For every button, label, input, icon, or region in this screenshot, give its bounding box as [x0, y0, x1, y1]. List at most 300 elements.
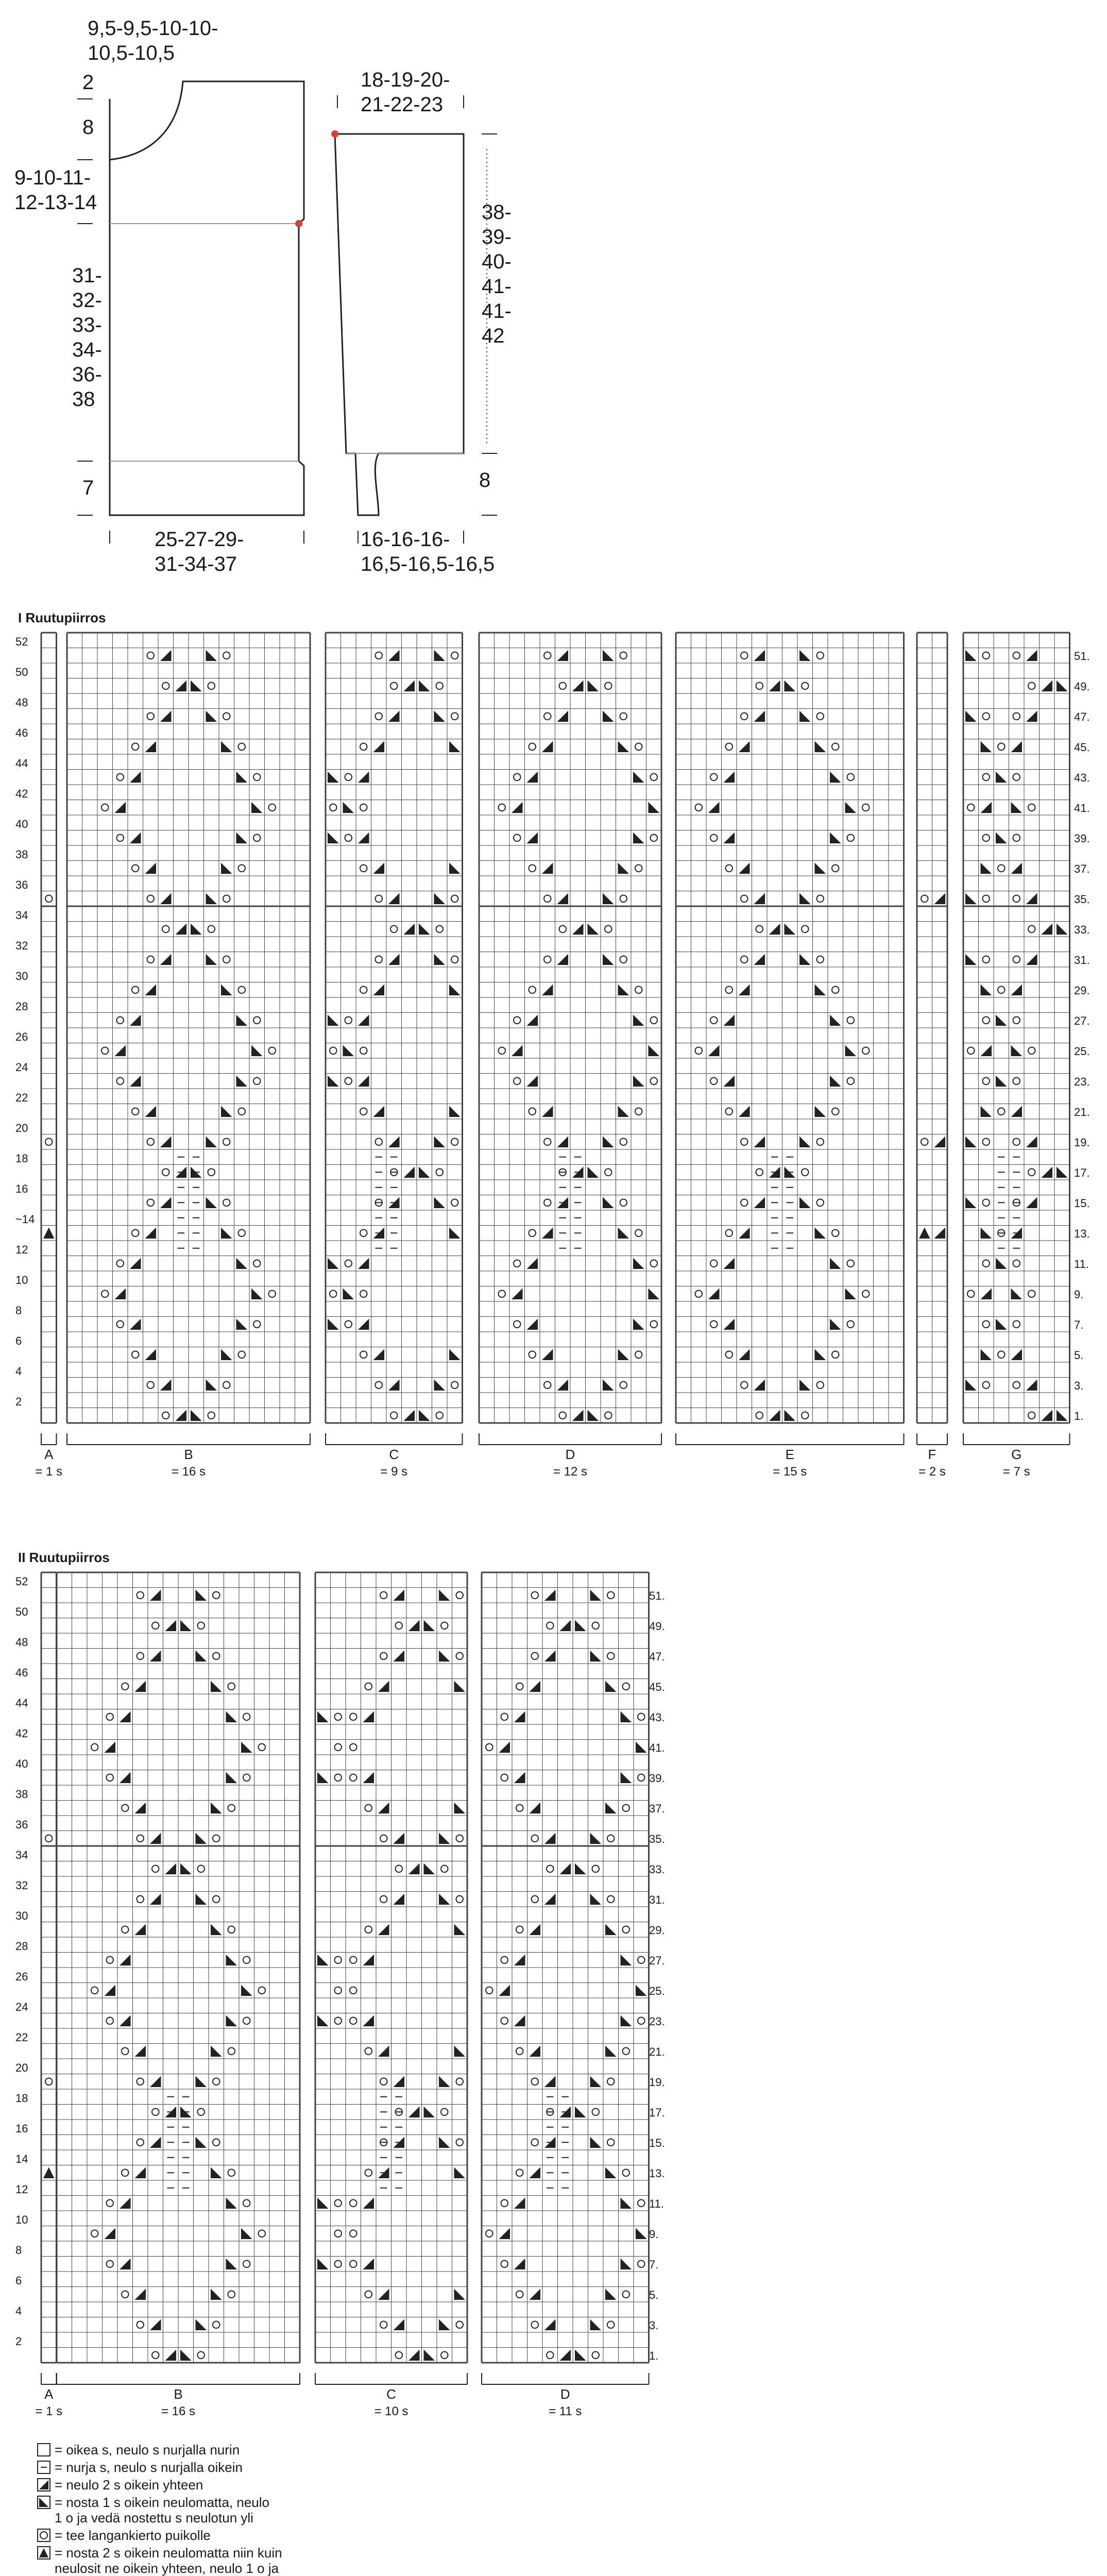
yarn-over-icon — [147, 1139, 155, 1146]
section-letter: A — [44, 2386, 54, 2402]
sleeve-length-label: 38-39-40-41-41-42 — [482, 201, 512, 347]
yarn-over-icon — [651, 1260, 658, 1267]
yarn-over-icon — [607, 2139, 615, 2146]
section-letter: A — [44, 1447, 54, 1462]
k2tog-icon — [572, 924, 584, 935]
yarn-over-icon — [37, 2529, 50, 2542]
yarn-over-icon — [390, 1412, 398, 1419]
yarn-over-icon — [239, 1351, 246, 1359]
yarn-over-icon — [117, 1260, 124, 1267]
skp-icon — [434, 893, 446, 905]
k2tog-icon — [160, 1380, 172, 1391]
yarn-over-icon — [365, 1805, 372, 1812]
yarn-over-icon — [983, 1078, 990, 1085]
skp-icon — [317, 2259, 329, 2270]
k2tog-icon — [135, 1681, 146, 1692]
yarn-over-icon — [239, 1108, 246, 1115]
skp-icon — [618, 1106, 629, 1117]
yarn-over-icon — [620, 1382, 627, 1389]
yarn-over-icon — [514, 774, 521, 781]
yarn-over-icon — [223, 1139, 230, 1146]
skp-icon — [965, 1380, 977, 1391]
yarn-over-icon — [832, 987, 839, 994]
skp-icon — [996, 833, 1007, 844]
skp-icon — [221, 985, 232, 996]
row-number: 52 — [15, 635, 28, 649]
skp-icon — [221, 1106, 232, 1117]
section-letter: C — [389, 1447, 399, 1462]
k2tog-icon — [394, 1894, 405, 1905]
yarn-over-icon — [544, 1382, 551, 1389]
skp-icon — [590, 2137, 602, 2148]
yarn-over-icon — [137, 2321, 144, 2329]
skp-icon — [633, 1258, 644, 1269]
yarn-over-icon — [635, 1230, 642, 1237]
yarn-over-icon — [1013, 1017, 1020, 1024]
skp-icon — [226, 2015, 237, 2027]
yarn-over-icon — [832, 865, 839, 872]
yarn-over-icon — [269, 1047, 276, 1055]
k2tog-icon — [160, 711, 172, 722]
k2tog-icon — [754, 1137, 765, 1148]
yarn-over-icon — [107, 1714, 114, 1721]
k2tog-icon — [388, 1137, 400, 1148]
yarn-over-icon — [147, 895, 155, 903]
k2tog-icon — [542, 741, 553, 753]
k2tog-icon — [1026, 1197, 1037, 1209]
yarn-over-icon — [122, 1805, 129, 1812]
yarn-over-icon — [269, 804, 276, 811]
yarn-over-icon — [817, 956, 824, 963]
k2tog-icon — [160, 893, 172, 905]
yarn-over-icon — [726, 987, 733, 994]
row-number: 48 — [15, 696, 28, 709]
skp-icon — [454, 1803, 466, 1814]
skp-icon — [439, 1590, 450, 1601]
yarn-over-icon — [741, 956, 748, 963]
skp-icon — [196, 2319, 207, 2331]
k2tog-icon — [527, 772, 538, 783]
yarn-over-icon — [451, 713, 458, 720]
skp-icon — [621, 1955, 632, 1966]
yarn-over-icon — [269, 1291, 276, 1298]
yarn-over-icon — [983, 1382, 990, 1389]
row-number: 51. — [1074, 650, 1090, 663]
skp-icon — [236, 833, 248, 844]
yarn-over-icon — [499, 1291, 506, 1298]
yarn-over-icon — [817, 1139, 824, 1146]
yarn-over-icon — [441, 2109, 448, 2116]
skp-icon — [649, 802, 660, 814]
yarn-over-icon — [817, 713, 824, 720]
k2tog-icon — [363, 1772, 374, 1784]
legend-text: = nosta 1 s oikein neulomatta, neulo 1 o ja vedä nostettu s neulotun yli — [55, 2495, 270, 2526]
section-stitch-count: = 12 s — [553, 1465, 588, 1479]
yarn-over-icon — [486, 1987, 493, 1994]
skp-icon — [1011, 802, 1023, 814]
skp-icon — [449, 1106, 461, 1117]
row-number: 1. — [1074, 1410, 1084, 1423]
skp-icon — [439, 2076, 450, 2088]
yarn-over-icon — [1028, 804, 1035, 811]
yarn-over-icon — [620, 1139, 627, 1146]
yarn-over-icon — [45, 2078, 53, 2086]
yarn-over-icon — [998, 987, 1005, 994]
yarn-over-icon — [544, 713, 551, 720]
yarn-over-icon — [376, 895, 383, 903]
skp-icon — [996, 1015, 1007, 1026]
skp-icon — [434, 1197, 446, 1209]
skp-icon — [180, 2350, 192, 2361]
yarn-over-icon — [436, 926, 444, 933]
k2tog-icon — [145, 741, 157, 753]
skp-icon — [419, 1410, 430, 1421]
k2tog-icon — [150, 2319, 161, 2331]
k2tog-icon — [514, 2198, 525, 2209]
k2tog-icon — [544, 1590, 556, 1601]
k2tog-icon — [981, 802, 992, 814]
yarn-over-icon — [335, 1987, 342, 1994]
yarn-over-icon — [451, 652, 458, 659]
yarn-over-icon — [162, 1169, 169, 1176]
sleeve-outline — [335, 134, 464, 515]
skp-icon — [206, 1380, 217, 1391]
row-number: 18 — [15, 2092, 28, 2105]
yarn-over-icon — [117, 774, 124, 781]
yarn-over-icon — [695, 1047, 703, 1055]
row-number: 27. — [649, 1954, 665, 1968]
skp-icon — [419, 924, 430, 935]
k2tog-icon — [530, 2289, 541, 2300]
yarn-over-icon — [330, 804, 337, 811]
k2tog-icon — [530, 2046, 541, 2057]
yarn-over-icon — [741, 1199, 748, 1207]
body-width-top-label: 9,5-9,5-10-10-10,5-10,5 — [88, 17, 218, 64]
k2tog-icon — [557, 893, 569, 905]
k2tog-icon — [739, 1106, 750, 1117]
k2tog-icon — [408, 2107, 420, 2118]
skp-icon — [424, 1863, 435, 1875]
yarn-over-icon — [651, 774, 658, 781]
skp-icon — [815, 985, 826, 996]
k2tog-icon — [176, 1410, 187, 1421]
skp-icon — [191, 1410, 202, 1421]
chart-section-e — [676, 633, 904, 1479]
k2tog-icon — [105, 2228, 116, 2240]
k2tog-icon — [378, 2289, 389, 2300]
yarn-over-icon — [345, 835, 352, 842]
skp-icon — [636, 1985, 647, 1996]
k2tog-icon — [527, 1015, 538, 1026]
legend-row — [37, 2545, 501, 2576]
k2tog-icon — [572, 1410, 584, 1421]
skp-icon — [815, 1228, 826, 1239]
section-stitch-count: = 16 s — [161, 2404, 196, 2418]
yarn-over-icon — [501, 1774, 508, 1782]
yarn-over-icon — [501, 1957, 508, 1964]
skp-icon — [206, 954, 217, 965]
k2tog-icon — [708, 1289, 720, 1300]
yarn-over-icon — [547, 2352, 554, 2359]
k2tog-icon — [176, 681, 187, 692]
row-number: 41. — [1074, 802, 1090, 815]
k2tog-icon — [363, 2259, 374, 2270]
skp-icon — [590, 2076, 602, 2088]
yarn-over-icon — [137, 2078, 144, 2086]
yarn-over-icon — [605, 1169, 612, 1176]
yarn-over-icon — [529, 987, 536, 994]
yarn-over-icon — [532, 2078, 539, 2086]
skp-icon — [965, 893, 977, 905]
yarn-over-icon — [638, 2018, 645, 2025]
yarn-over-icon — [847, 1260, 855, 1267]
yarn-over-icon — [208, 1169, 215, 1176]
skp-icon — [588, 924, 599, 935]
skp-icon — [449, 863, 461, 874]
k2tog-icon — [557, 650, 569, 662]
dimension-ticks — [77, 99, 304, 544]
yarn-over-icon — [345, 1321, 352, 1328]
yarn-over-icon — [147, 956, 155, 963]
skp-icon — [603, 650, 614, 662]
yarn-over-icon — [253, 774, 261, 781]
k2tog-icon — [530, 1803, 541, 1814]
k2tog-icon — [373, 1349, 385, 1361]
yarn-over-icon — [983, 1017, 990, 1024]
skp-icon — [251, 1289, 263, 1300]
skp-icon — [830, 1258, 841, 1269]
yarn-over-icon — [208, 926, 215, 933]
skp-icon — [449, 1349, 461, 1361]
skp-icon — [180, 1620, 192, 1632]
skp-icon — [603, 1380, 614, 1391]
skp-icon — [211, 2289, 222, 2300]
k2tog-icon — [499, 1985, 510, 1996]
chart2-title: II Ruutupiirros — [18, 1550, 110, 1565]
yarn-over-icon — [101, 1047, 109, 1055]
yarn-over-icon — [223, 1199, 230, 1207]
hem-depth-label: 7 — [82, 477, 94, 499]
yarn-over-icon — [436, 683, 444, 690]
section-letter: B — [174, 2386, 183, 2402]
skp-icon — [815, 863, 826, 874]
yarn-over-icon — [847, 1017, 855, 1024]
k2tog-icon — [1026, 711, 1037, 722]
yarn-over-icon — [243, 2200, 250, 2207]
yarn-over-icon — [223, 652, 230, 659]
k2tog-icon — [363, 2015, 374, 2027]
k2tog-icon — [530, 1924, 541, 1936]
row-number: 33. — [1074, 923, 1090, 937]
k2tog-icon — [724, 1015, 735, 1026]
row-number: 24 — [15, 1061, 28, 1074]
skp-icon — [603, 893, 614, 905]
k2tog-icon — [388, 711, 400, 722]
skp-icon — [996, 1319, 1007, 1330]
yarn-over-icon — [396, 1622, 403, 1630]
skp-icon — [221, 863, 232, 874]
skp-icon — [226, 1772, 237, 1784]
yarn-over-icon — [529, 1230, 536, 1237]
k2tog-icon — [514, 2015, 525, 2027]
yarn-over-icon — [152, 2109, 159, 2116]
section-stitch-count: = 11 s — [549, 2404, 582, 2418]
skp-icon — [590, 1651, 602, 1662]
skp-icon — [590, 2319, 602, 2331]
yarn-over-icon — [451, 1199, 458, 1207]
yarn-over-icon — [376, 713, 383, 720]
yarn-over-icon — [1013, 1321, 1020, 1328]
yarn-over-icon — [107, 2261, 114, 2268]
yarn-over-icon — [983, 956, 990, 963]
yarn-over-icon — [335, 1744, 342, 1751]
yarn-over-icon — [107, 2018, 114, 2025]
k2tog-icon — [754, 1380, 765, 1391]
legend-text: = oikea s, neulo s nurjalla nurin — [55, 2442, 240, 2458]
skp-icon — [191, 924, 202, 935]
section-stitch-count: = 10 s — [374, 2404, 408, 2418]
yarn-over-icon — [213, 1896, 220, 1903]
skp-icon — [449, 741, 461, 753]
yarn-over-icon — [456, 1592, 464, 1599]
chart1-grid — [15, 633, 1090, 1479]
k2tog-icon — [724, 1076, 735, 1087]
skp-icon — [424, 1620, 435, 1632]
yarn-over-icon — [1028, 926, 1035, 933]
legend-text: = nosta 2 s oikein neulomatta niin kuin neulosit ne oikein yhteen, neulo 1 o ja — [55, 2545, 282, 2576]
yarn-over-icon — [101, 804, 109, 811]
skp-icon — [317, 2198, 329, 2209]
row-number: 35. — [649, 1833, 665, 1846]
k2tog-icon — [1026, 954, 1037, 965]
yarn-over-icon — [198, 1866, 205, 1873]
row-number: 19. — [649, 2076, 665, 2089]
yarn-over-icon — [162, 1412, 169, 1419]
k2tog-icon — [378, 1803, 389, 1814]
yarn-over-icon — [243, 1957, 250, 1964]
k2tog-icon — [499, 2228, 510, 2240]
yarn-over-icon — [45, 1139, 53, 1146]
skp-icon — [588, 681, 599, 692]
skp-icon — [649, 1045, 660, 1057]
yarn-over-icon — [607, 1835, 615, 1842]
yarn-over-icon — [91, 1744, 98, 1751]
yarn-over-icon — [501, 2261, 508, 2268]
yarn-over-icon — [456, 2321, 464, 2329]
yarn-over-icon — [132, 1230, 139, 1237]
yarn-over-icon — [360, 1108, 367, 1115]
skp-icon — [815, 1106, 826, 1117]
yarn-over-icon — [605, 1412, 612, 1419]
yarn-over-icon — [376, 1382, 383, 1389]
k2tog-icon — [544, 1833, 556, 1844]
yarn-over-icon — [243, 1774, 250, 1782]
skp-icon — [981, 863, 992, 874]
yarn-over-icon — [651, 835, 658, 842]
yarn-over-icon — [117, 1321, 124, 1328]
row-number: 10 — [15, 1274, 28, 1287]
skp-icon — [633, 1319, 644, 1330]
yarn-over-icon — [710, 1260, 718, 1267]
yarn-over-icon — [516, 2048, 523, 2055]
k2tog-icon — [1011, 1106, 1023, 1117]
yarn-over-icon — [532, 1896, 539, 1903]
skp-icon — [605, 2167, 617, 2179]
yarn-over-icon — [651, 1321, 658, 1328]
yarn-over-icon — [376, 652, 383, 659]
k2tog-icon — [135, 1803, 146, 1814]
yarn-over-icon — [547, 1622, 554, 1630]
row-number: 17. — [1074, 1166, 1090, 1180]
yarn-over-icon — [350, 1744, 357, 1751]
k2tog-icon — [358, 1319, 369, 1330]
skp-icon — [211, 2046, 222, 2057]
yarn-over-icon — [137, 1653, 144, 1660]
skp-icon — [649, 1289, 660, 1300]
k2tog-icon — [373, 741, 385, 753]
yarn-over-icon — [132, 1108, 139, 1115]
yarn-over-icon — [967, 804, 975, 811]
k2tog-icon — [130, 1015, 141, 1026]
yarn-over-icon — [456, 1896, 464, 1903]
yarn-over-icon — [223, 956, 230, 963]
row-number: 26 — [15, 1030, 28, 1044]
row-number: 6 — [15, 1334, 22, 1348]
k2tog-icon — [135, 1924, 146, 1936]
k2tog-icon — [739, 985, 750, 996]
legend-text: = tee langankierto puikolle — [55, 2528, 211, 2543]
yarn-over-icon — [592, 2352, 600, 2359]
section-letter: D — [560, 2386, 570, 2402]
k2tog-icon — [135, 2167, 146, 2179]
row-number: 15. — [649, 2137, 665, 2150]
yarn-over-icon — [635, 1108, 642, 1115]
yarn-over-icon — [380, 1592, 387, 1599]
row-number: 37. — [649, 1802, 665, 1816]
yarn-over-icon — [451, 895, 458, 903]
yarn-over-icon — [499, 1047, 506, 1055]
k2tog-icon — [150, 1833, 161, 1844]
chart-section-d — [482, 1572, 649, 2418]
yarn-over-icon — [832, 743, 839, 751]
row-number: ~14 — [15, 1213, 35, 1226]
yarn-over-icon — [380, 1653, 387, 1660]
yarn-over-icon — [514, 835, 521, 842]
skp-icon — [830, 833, 841, 844]
yarn-over-icon — [253, 1260, 261, 1267]
yarn-over-icon — [198, 1622, 205, 1630]
k2tog-icon — [1026, 1137, 1037, 1148]
legend-row — [37, 2477, 501, 2493]
skp-icon — [603, 711, 614, 722]
yarn-over-icon — [832, 1108, 839, 1115]
k2tog-icon — [934, 1228, 946, 1239]
skp-icon — [830, 1015, 841, 1026]
sleeve-ticks — [337, 95, 497, 544]
yarn-over-icon — [514, 1321, 521, 1328]
k2tog-icon — [358, 772, 369, 783]
yarn-over-icon — [516, 2170, 523, 2177]
yarn-over-icon — [380, 1896, 387, 1903]
yarn-over-icon — [1013, 1078, 1020, 1085]
yarn-over-icon — [756, 1169, 763, 1176]
yarn-over-icon — [253, 835, 261, 842]
k2tog-icon — [165, 1863, 177, 1875]
yarn-over-icon — [544, 652, 551, 659]
skp-icon — [241, 1985, 252, 1996]
row-number: 30 — [15, 1909, 28, 1923]
yarn-over-icon — [107, 2200, 114, 2207]
